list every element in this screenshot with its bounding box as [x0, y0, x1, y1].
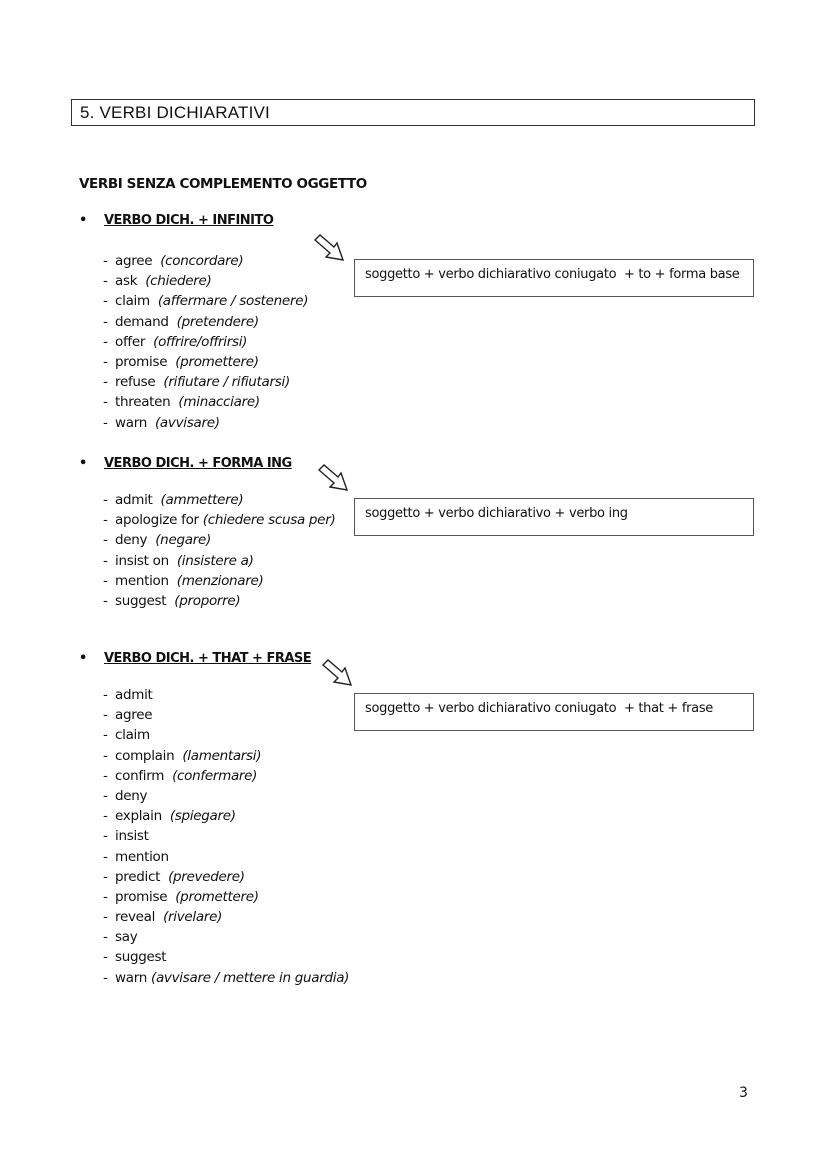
chapter-title-box	[71, 99, 755, 126]
section-heading-label: VERBO DICH. + INFINITO	[104, 213, 274, 228]
list-item: - threaten (minacciare)	[103, 394, 260, 411]
list-item: - suggest	[103, 949, 167, 966]
down-right-arrow-icon	[320, 657, 354, 687]
list-item: - demand (pretendere)	[103, 313, 259, 330]
list-item: - apologize for (chiedere scusa per)	[103, 512, 336, 529]
list-item: - agree	[103, 707, 153, 724]
list-item: - deny	[103, 787, 148, 804]
list-item: - admit (ammettere)	[103, 492, 244, 508]
verb-list-infinito	[103, 251, 308, 433]
bullet: •	[79, 213, 87, 228]
list-item: - promise (promettere)	[103, 353, 259, 370]
list-item: - warn (avvisare / mettere in guardia)	[103, 969, 350, 986]
section-heading-label: VERBO DICH. + FORMA ING	[104, 456, 292, 471]
list-item: - complain (lamentarsi)	[103, 747, 262, 764]
list-item: - suggest (proporre)	[103, 592, 241, 609]
list-item: - ask (chiedere)	[103, 273, 212, 290]
list-item: - warn (avvisare)	[103, 414, 220, 431]
chapter-title: 5. VERBI DICHIARATIVI	[80, 103, 270, 122]
list-item: - insist on (insistere a)	[103, 552, 254, 569]
list-item: - mention	[103, 848, 169, 865]
bullet: •	[79, 651, 87, 666]
down-right-arrow-icon	[312, 232, 346, 262]
list-item: - admit	[103, 687, 153, 703]
list-item: - offer (offrire/offrirsi)	[103, 333, 248, 350]
verb-list-that-frase	[103, 685, 349, 988]
list-item: - predict (prevedere)	[103, 868, 245, 885]
list-item: - mention (menzionare)	[103, 572, 264, 589]
down-right-arrow-icon	[316, 462, 350, 492]
list-item: - explain (spiegare)	[103, 808, 236, 825]
section-heading-forma-ing	[79, 456, 292, 471]
section-heading-that-frase	[79, 651, 311, 666]
list-item: - reveal (rivelare)	[103, 909, 223, 926]
list-item: - refuse (rifiutare / rifiutarsi)	[103, 374, 290, 391]
page-number: 3	[739, 1085, 748, 1101]
verb-list-forma-ing	[103, 490, 335, 611]
list-item: - confirm (confermare)	[103, 767, 258, 784]
formula-box-infinito: soggetto + verbo dichiarativo coniugato + to + forma base	[354, 259, 754, 297]
list-item: - deny (negare)	[103, 532, 211, 549]
list-item: - claim (affermare / sostenere)	[103, 293, 309, 310]
list-item: - insist	[103, 828, 149, 845]
formula-box-forma-ing: soggetto + verbo dichiarativo + verbo ing	[354, 498, 754, 536]
bullet: •	[79, 456, 87, 471]
list-item: - claim	[103, 727, 150, 744]
list-item: - agree (concordare)	[103, 253, 244, 269]
subheading: VERBI SENZA COMPLEMENTO OGGETTO	[79, 176, 367, 192]
list-item: - promise (promettere)	[103, 888, 259, 905]
list-item: - say	[103, 929, 138, 946]
section-heading-infinito	[79, 213, 273, 228]
section-heading-label: VERBO DICH. + THAT + FRASE	[104, 651, 312, 666]
formula-box-that-frase: soggetto + verbo dichiarativo coniugato + that + frase	[354, 693, 754, 731]
